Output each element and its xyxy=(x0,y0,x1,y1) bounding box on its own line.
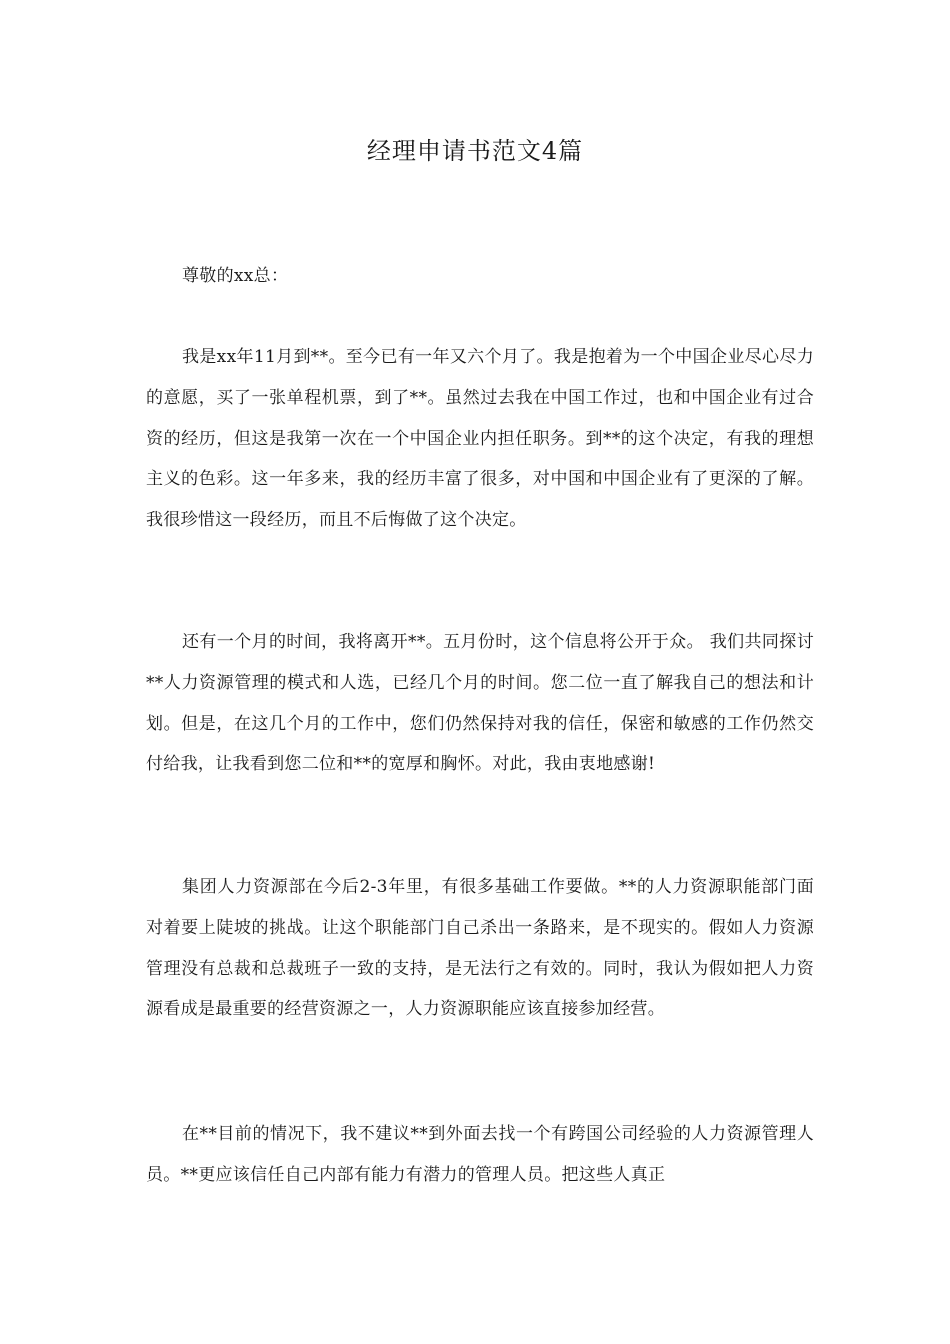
paragraph-2 xyxy=(146,622,814,785)
paragraph-text: 我是xx年11月到**。至今已有一年又六个月了。我是抱着为一个中国企业尽心尽力的意愿，买了一张单程机票，到了**。虽然过去我在中国工作过，也和中国企业有过合资的经历，但这是我第一次在一个中国企业内担任职务。到**的这个决定，有我的理想主义的色彩。这一年多来，我的经历丰富了很多，对中国和中国企业有了更深的了解。我很珍惜这一段经历，而且不后悔做了这个决定。 xyxy=(146,347,814,531)
document-title: 经理申请书范文4篇 xyxy=(366,137,584,165)
paragraph-text: 集团人力资源部在今后2-3年里，有很多基础工作要做。**的人力资源职能部门面对着要上陡坡的挑战。让这个职能部门自己杀出一条路来，是不现实的。假如人力资源管理没有总裁和总裁班子一致的支持，是无法行之有效的。同时，我认为假如把人力资源看成是最重要的经营资源之一，人力资源职能应该直接参加经营。 xyxy=(146,877,814,1020)
salutation xyxy=(146,256,814,297)
salutation-text: 尊敬的xx总： xyxy=(182,266,289,286)
paragraph-4 xyxy=(146,1114,814,1196)
paragraph-text: 还有一个月的时间，我将离开**。五月份时，这个信息将公开于众。 我们共同探讨**人力资源管理的模式和人选，已经几个月的时间。您二位一直了解我自己的想法和计划。但是，在这几个月的工作中，您们仍然保持对我的信任，保密和敏感的工作仍然交付给我，让我看到您二位和**的宽厚和胸怀。对此，我由衷地感谢! xyxy=(146,632,814,775)
paragraph-1 xyxy=(146,337,814,541)
paragraph-3 xyxy=(146,867,814,1030)
paragraph-text: 在**目前的情况下，我不建议**到外面去找一个有跨国公司经验的人力资源管理人员。**更应该信任自己内部有能力有潜力的管理人员。把这些人真正 xyxy=(146,1124,814,1185)
